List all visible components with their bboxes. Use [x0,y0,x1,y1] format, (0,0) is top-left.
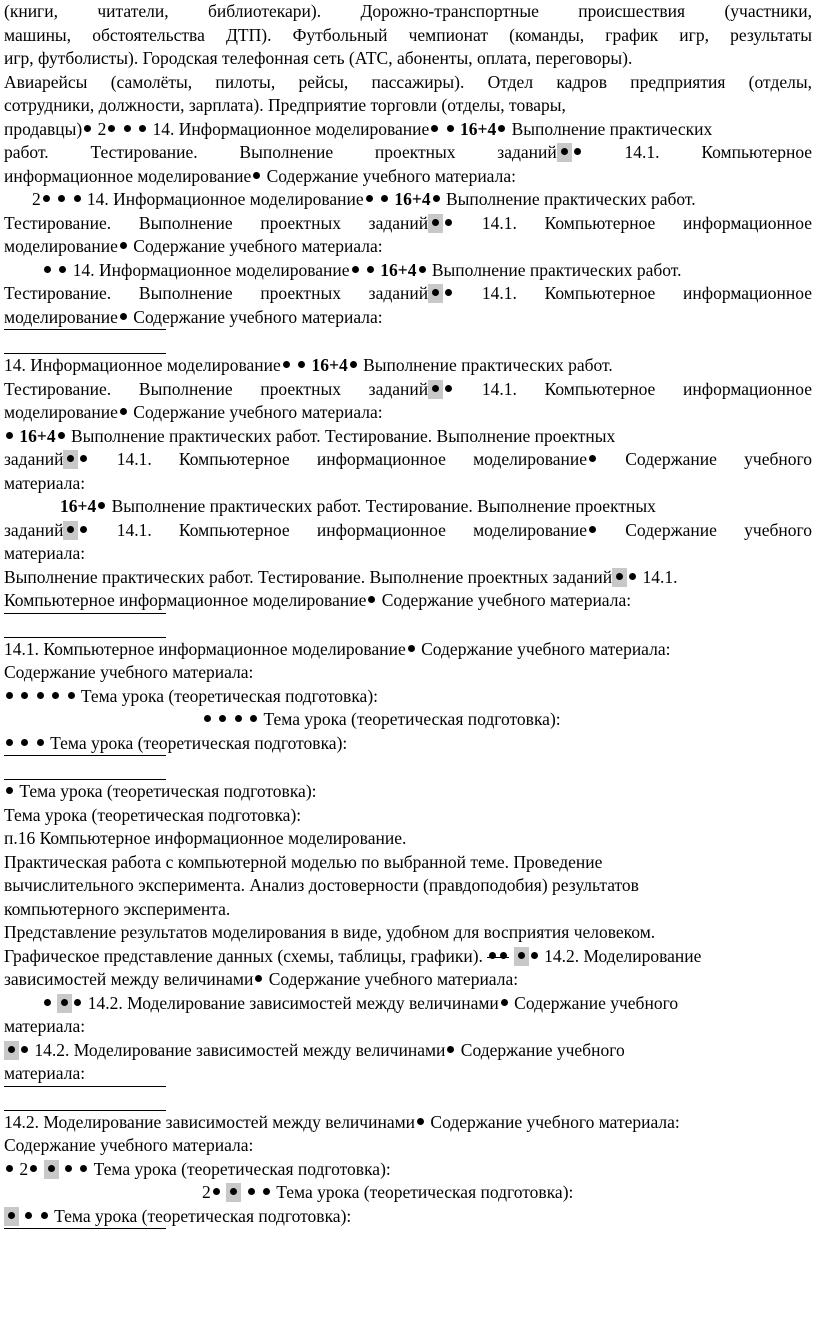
text-fragment: 14.2. Моделирование [544,945,702,966]
bullet-icon [589,526,596,533]
text-line [4,1111,812,1135]
text-fragment: моделирование [4,306,118,327]
bullet-icon [255,975,262,982]
text-fragment: Тема урока (теоретическая подготовка): [50,732,348,753]
bullet-icon [44,999,51,1006]
bullet-icon [629,573,636,580]
footnote-rule [4,1228,166,1229]
text-fragment: 14. Информационное моделирование [86,189,364,209]
text-fragment: Тема урока (теоретическая подготовка): [80,685,379,706]
text-fragment: Выполнение [138,378,233,399]
bullet-icon [589,455,596,462]
bullet-icon [350,361,357,368]
text-fragment: Компьютерное [701,142,812,162]
text-fragment: 14.2. Моделирование зависимостей между величинами [4,1111,416,1132]
text-fragment: Компьютерное [178,519,290,540]
text-line [4,992,812,1016]
text-line [4,448,812,472]
text-fragment: Выполнение практических работ. [363,355,613,375]
text-fragment: Содержание учебного материала: [430,1111,680,1132]
text-line: материала: [4,1063,86,1083]
text-line: материала: [4,472,86,493]
text-fragment: Выполнение практических работ. [446,189,696,209]
bullet-icon [108,125,115,132]
text-fragment: заданий [497,142,582,162]
bullet-icon [6,739,13,746]
text-fragment: Тема урока (теоретическая подготовка): [276,1182,574,1202]
bullet-icon [21,692,28,699]
text-line: Содержание учебного материала: [4,662,254,682]
bullet-icon [248,1188,255,1195]
text-fragment: Выполнение [138,283,233,303]
bullet-icon [445,289,452,296]
text-line [4,282,812,306]
text-fragment: 14.2. Моделирование зависимостей между величинами [34,1039,446,1060]
text-fragment: Тема урока (теоретическая подготовка): [93,1158,391,1179]
highlight-mark [63,521,78,540]
text-line: Представление результатов моделирования в виде, удобном для восприятия человеком. [4,922,656,942]
highlight-mark [557,143,572,162]
bullet-icon [263,1188,270,1195]
text-fragment: Тестирование. [4,378,112,399]
text-fragment: Выполнение практических работ. Тестирование. Выполнение проектных заданий [4,566,613,587]
text-fragment: Содержание учебного материала: [421,638,671,659]
text-line: п.16 Компьютерное информационное моделирование. [4,828,407,848]
text-fragment: Тема урока (теоретическая подготовка): [54,1205,352,1226]
bullet-icon [501,999,508,1006]
bullet-icon [298,361,305,368]
text-line [4,1205,812,1229]
bullet-icon [445,219,452,226]
text-line [4,306,812,330]
text-line [4,589,812,613]
bullet-icon [44,266,51,273]
bullet-icon [37,739,44,746]
bullet-icon [139,125,146,132]
bullet-icon [250,715,257,722]
text-line: игр, футболисты). Городская телефонная сеть (АТС, абоненты, оплата, переговоры). [4,48,633,68]
hours-label: 16+4 [394,189,431,209]
highlight-mark [57,994,72,1013]
text-fragment: 14.1. Компьютерное информационное [481,283,812,303]
text-fragment: 2 [19,1158,29,1179]
text-fragment: проектных [260,283,341,303]
text-fragment: 14.1. Компьютерное информационное [481,378,812,399]
bullet-icon [213,1188,220,1195]
bullet-icon [43,195,50,202]
text-line [4,566,812,590]
text-line [4,141,812,165]
text-fragment: 14.1. [642,566,678,587]
bullet-icon [445,385,452,392]
bullet-icon [219,715,226,722]
highlight-mark [4,1207,19,1226]
text-fragment: 14.1. Компьютерное информационное [481,212,812,233]
bullet-icon [30,1165,37,1172]
bullet-icon [6,1165,13,1172]
highlight-mark [44,1160,59,1179]
text-fragment: учебного [744,449,812,469]
text-line [4,519,812,543]
text-fragment: Тестирование. [4,212,112,233]
text-fragment: информационное [316,519,446,540]
bullet-icon [58,195,65,202]
bullet-icon [235,715,242,722]
text-fragment: 14.1. Компьютерное информационное моделирование [4,638,406,659]
bullet-icon [58,432,65,439]
text-line [4,259,812,283]
text-fragment: Содержание [625,519,717,540]
text-line [4,708,812,732]
text-line [4,638,812,662]
text-fragment: заданий [369,213,454,233]
bullet-icon [84,125,91,132]
text-fragment: Выполнение [138,212,233,233]
text-line [4,968,812,992]
bullet-icon [120,313,127,320]
highlight-mark [226,1183,241,1202]
text-line: машины, обстоятельства ДТП). Футбольный чемпионат (команды, график игр, результаты [4,24,812,45]
text-line: компьютерного эксперимента. [4,898,231,919]
text-fragment: Компьютерное информационное моделирование [4,590,367,610]
highlight-mark [514,947,529,966]
bullet-icon [124,125,131,132]
text-fragment: проектных [260,212,341,233]
text-fragment: Тестирование. [4,283,112,303]
text-fragment: Компьютерное [178,449,290,469]
text-fragment: 2 [32,189,41,209]
text-fragment: информационное [316,449,446,469]
text-fragment: Тема урока (теоретическая подготовка): [263,709,561,729]
text-line: Тема урока (теоретическая подготовка): [4,804,302,825]
text-fragment: заданий [369,379,454,399]
text-fragment: Содержание [625,449,717,469]
text-fragment: 2 [97,118,107,139]
text-line [4,1158,812,1182]
text-fragment: Выполнение практических работ. [70,425,321,446]
highlight-mark [428,380,443,399]
text-line [4,425,812,449]
text-fragment: Выполнение практических [511,118,713,139]
text-fragment: Содержание учебного материала: [381,590,632,610]
bullet-icon [6,692,13,699]
text-fragment: Содержание учебного материала: [133,236,383,256]
bullet-icon [531,952,538,959]
text-fragment: проектных [260,378,341,399]
text-line [4,685,812,709]
text-fragment: заданий [4,449,89,469]
text-fragment: 14.1. [116,519,152,540]
text-line [4,165,812,189]
bullet-icon [498,125,505,132]
text-fragment: моделирование [473,449,598,469]
text-line: вычислительного эксперимента. Анализ достоверности (правдоподобия) результатов [4,875,639,895]
text-fragment: Содержание учебного [460,1039,625,1060]
text-fragment: 14. Информационное моделирование [152,118,430,139]
bullet-icon [419,266,426,273]
bullet-icon [74,195,81,202]
text-line [4,1039,812,1063]
bullet-icon [52,692,59,699]
bullet-icon [74,999,81,1006]
text-fragment: Выполнение практических работ. [431,259,682,280]
text-fragment: заданий [369,283,454,303]
text-fragment: заданий [4,520,89,540]
text-line: Авиарейсы (самолёты, пилоты, рейсы, пассажиры). Отдел кадров предприятия (отделы, [4,71,812,92]
bullet-icon [25,1212,32,1219]
text-fragment: информационное моделирование [4,165,252,186]
hours-label: 16+4 [311,355,348,375]
hours-label: 16+4 [19,425,56,446]
bullet-icon [37,692,44,699]
text-line: сотрудники, должности, зарплата). Предприятие торговли (отделы, товары, [4,95,566,115]
bullet-icon [574,148,581,155]
highlight-mark [612,568,627,587]
text-line [4,354,812,378]
text-line: материала: [4,1016,86,1036]
text-fragment: 14.1. [116,449,152,469]
bullet-icon [447,125,454,132]
text-fragment: 14. Информационное моделирование [72,259,350,280]
text-fragment: Тестирование. Выполнение проектных [325,425,616,446]
text-fragment: Содержание учебного [514,992,679,1013]
text-line: Практическая работа с компьютерной моделью по выбранной теме. Проведение [4,851,603,872]
bullet-icon [80,455,87,462]
hours-label: 16+4 [380,259,417,280]
bullet-icon [80,526,87,533]
highlight-mark [428,214,443,233]
bullet-icon [283,361,290,368]
bullet-icon [21,1046,28,1053]
bullet-icon [59,266,66,273]
text-fragment: проектных [374,142,456,162]
bullet-icon [431,125,438,132]
highlight-mark [63,450,78,469]
text-line [4,235,812,259]
text-line [4,780,812,804]
text-fragment: 14. Информационное моделирование [4,355,281,375]
hours-label: 16+4 [60,496,97,516]
text-fragment: 2 [202,1182,211,1202]
bullet-icon [80,1165,87,1172]
text-fragment: продавцы) [4,118,83,139]
text-fragment: моделирование [4,402,118,422]
bullet-icon [21,739,28,746]
bullet-icon [68,692,75,699]
bullet-icon [366,195,373,202]
bullet-icon [417,1118,424,1125]
text-line [4,118,812,142]
text-fragment: зависимостей между величинами [4,969,254,989]
text-fragment: Тема урока (теоретическая подготовка): [19,781,317,801]
bullet-icon [253,172,260,179]
text-line: (книги, читатели, библиотекари). Дорожно-транспортные происшествия (участники, [4,1,812,21]
bullet-icon [408,645,415,652]
text-line [4,401,812,425]
bullet-icon [120,408,127,415]
text-fragment: моделирование [473,520,598,540]
text-fragment: Содержание учебного материала: [133,306,383,327]
text-line [4,378,812,402]
text-line: Содержание учебного материала: [4,1135,254,1155]
text-fragment: Выполнение [239,142,334,162]
text-fragment: Содержание учебного материала: [133,402,383,422]
bullet-icon [98,502,105,509]
bullet-icon [381,195,388,202]
text-line [4,188,812,212]
bullet-icon [447,1046,454,1053]
text-line: материала: [4,543,86,563]
text-fragment: 14.1. [624,142,660,162]
text-fragment: Тестирование. Выполнение проектных [365,496,656,516]
text-line [4,1181,812,1205]
bullet-icon [6,787,13,794]
bullet-icon [367,266,374,273]
text-fragment: Тестирование. [90,142,198,162]
bullet-icon [352,266,359,273]
text-line [4,945,812,969]
bullet-icon [120,242,127,249]
text-fragment: моделирование [4,236,118,256]
bullet-icon [41,1212,48,1219]
text-line [4,732,812,756]
text-fragment: 14.2. Моделирование зависимостей между величинами [87,992,499,1013]
text-fragment: Выполнение практических работ. [111,496,362,516]
hours-label: 16+4 [460,118,497,139]
text-fragment: Содержание учебного материала: [268,969,519,989]
bullet-icon [6,432,13,439]
highlight-mark [428,284,443,303]
strikethrough-mark [487,945,509,969]
text-line [4,495,812,519]
text-fragment: работ. [4,142,49,162]
text-fragment: Содержание учебного материала: [266,165,516,186]
text-fragment: Графическое представление данных (схемы, таблицы, графики). [4,945,483,966]
text-fragment: учебного [744,519,812,540]
bullet-icon [65,1165,72,1172]
text-line [4,212,812,236]
highlight-mark [4,1041,19,1060]
bullet-icon [433,195,440,202]
bullet-icon [368,596,375,603]
bullet-icon [204,715,211,722]
